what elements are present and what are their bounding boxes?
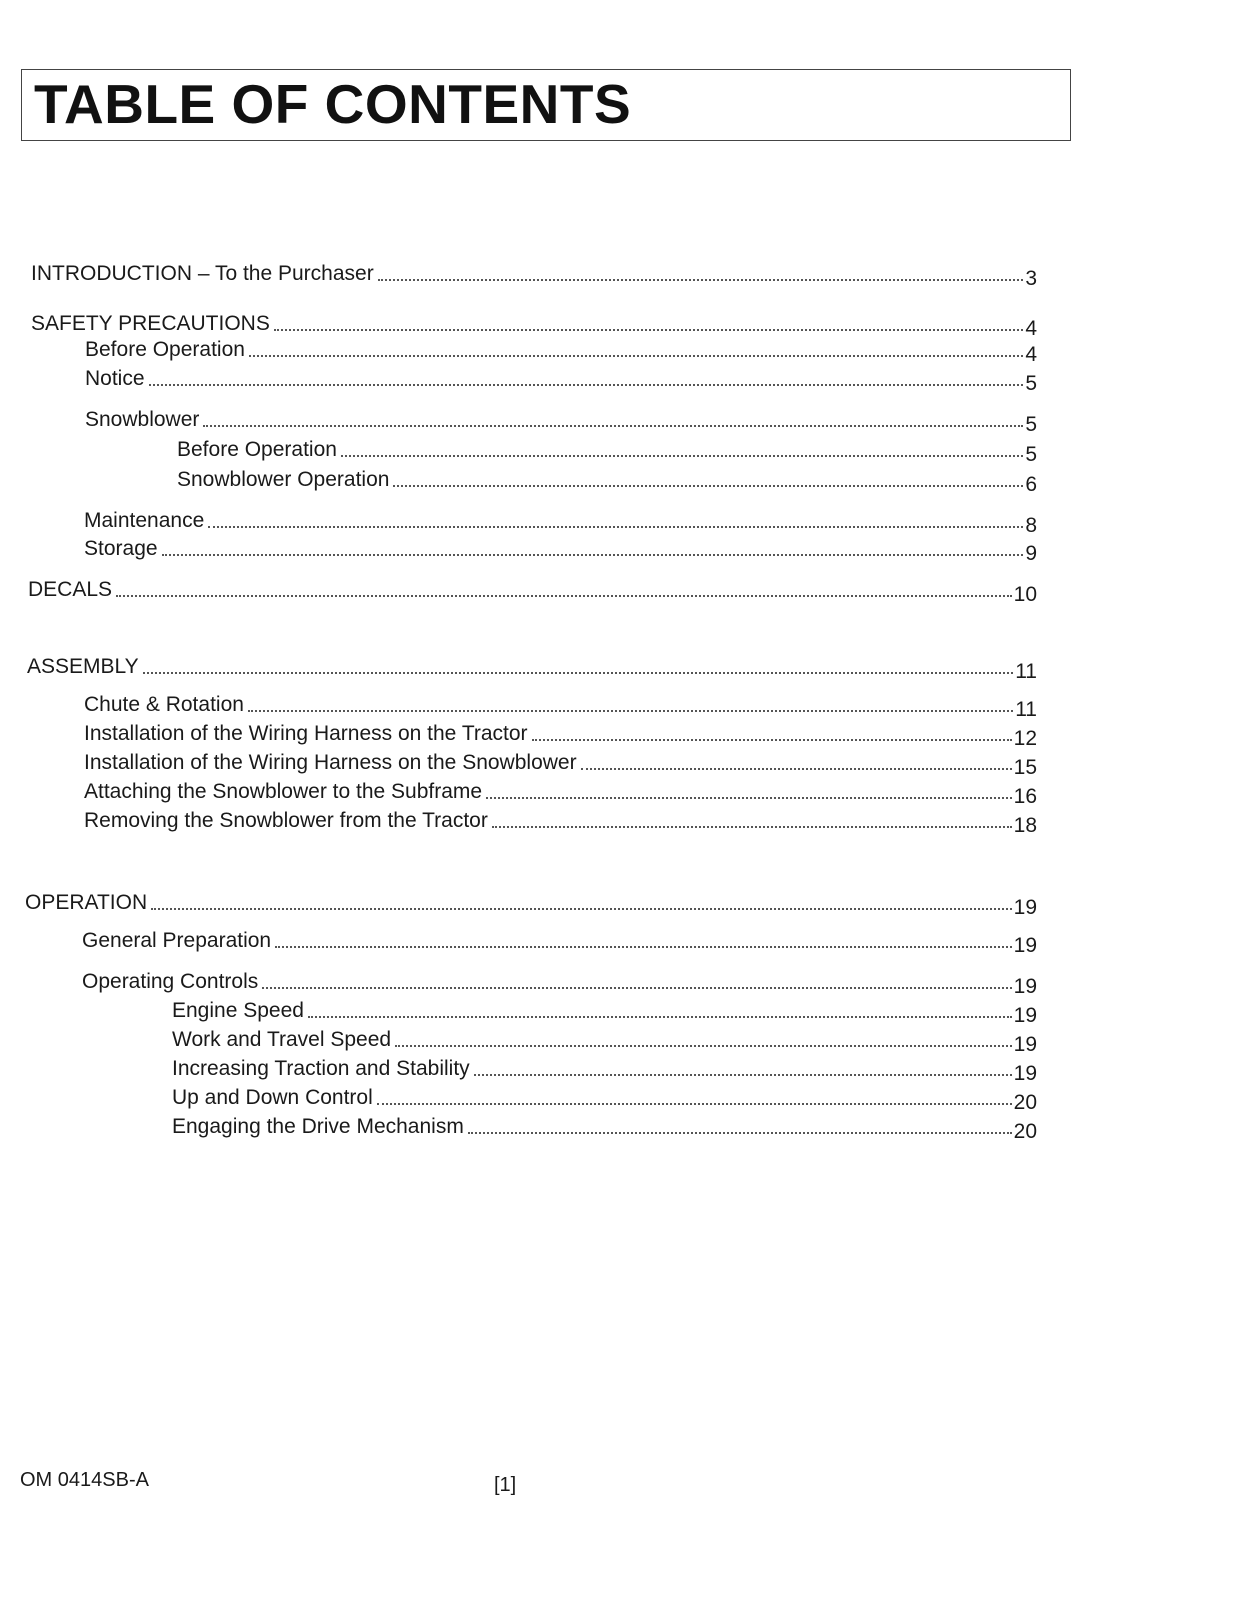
- toc-entry-wiring-harness-snowblower: [84, 750, 1037, 779]
- toc-leader-dots: [149, 378, 1024, 386]
- toc-leader-dots: [395, 1039, 1012, 1047]
- toc-leader-dots: [468, 1126, 1012, 1134]
- toc-leader-dots: [274, 323, 1023, 331]
- toc-entry-page: 19: [1013, 1004, 1037, 1027]
- toc-entry-label: Before Operation: [85, 338, 245, 361]
- toc-entry-attaching-snowblower: [84, 779, 1037, 808]
- footer-page-number: [1]: [494, 1474, 517, 1496]
- toc-entry-snowblower-operation: [177, 467, 1037, 496]
- toc-entry-general-preparation: [82, 928, 1037, 957]
- toc-entry-label: Removing the Snowblower from the Tractor: [84, 809, 488, 832]
- toc-entry-page: 9: [1025, 542, 1037, 565]
- toc-entry-page: 11: [1015, 660, 1037, 683]
- toc-leader-dots: [486, 791, 1012, 799]
- toc-entry-label: Snowblower: [85, 408, 200, 431]
- toc-entry-traction-stability: [172, 1056, 1037, 1085]
- toc-entry-removing-snowblower: [84, 808, 1037, 837]
- toc-entry-page: 15: [1013, 756, 1037, 779]
- toc-entry-work-travel-speed: [172, 1027, 1037, 1056]
- toc-entry-page: 5: [1025, 443, 1037, 466]
- toc-entry-assembly: [27, 654, 1037, 683]
- toc-entry-label: OPERATION: [25, 891, 148, 914]
- toc-entry-label: INTRODUCTION – To the Purchaser: [31, 262, 374, 285]
- toc-entry-engine-speed: [172, 998, 1037, 1027]
- toc-leader-dots: [581, 762, 1012, 770]
- toc-entry-page: 10: [1013, 583, 1037, 606]
- toc-entry-label: Up and Down Control: [172, 1086, 373, 1109]
- toc-entry-label: General Preparation: [82, 929, 272, 952]
- toc-entry-page: 8: [1025, 514, 1037, 537]
- toc-entry-label: Attaching the Snowblower to the Subframe: [84, 780, 483, 803]
- toc-entry-up-down-control: [172, 1085, 1037, 1114]
- toc-leader-dots: [377, 1097, 1012, 1105]
- toc-entry-label: SAFETY PRECAUTIONS: [31, 312, 270, 335]
- toc-entry-label: Storage: [84, 537, 158, 560]
- page-title: TABLE OF CONTENTS: [34, 73, 632, 135]
- toc-entry-storage: [84, 536, 1037, 565]
- toc-entry-snowblower-before-operation: [177, 437, 1037, 466]
- toc-leader-dots: [275, 940, 1012, 948]
- toc-entry-page: 6: [1025, 473, 1037, 496]
- toc-leader-dots: [248, 704, 1013, 712]
- toc-entry-label: Maintenance: [84, 509, 205, 532]
- toc-leader-dots: [143, 666, 1014, 674]
- toc-leader-dots: [116, 589, 1012, 597]
- toc-entry-page: 19: [1013, 1062, 1037, 1085]
- toc-entry-page: 19: [1013, 896, 1037, 919]
- toc-entry-chute-rotation: [84, 692, 1037, 721]
- toc-entry-page: 5: [1025, 413, 1037, 436]
- toc-entry-label: Increasing Traction and Stability: [172, 1057, 470, 1080]
- toc-leader-dots: [474, 1068, 1012, 1076]
- toc-entry-page: 20: [1013, 1091, 1037, 1114]
- toc-entry-page: 3: [1025, 267, 1037, 290]
- toc-leader-dots: [532, 733, 1012, 741]
- toc-entry-label: Installation of the Wiring Harness on the Snowblower: [84, 751, 577, 774]
- toc-entry-page: 19: [1013, 975, 1037, 998]
- toc-entry-before-operation: [85, 337, 1037, 366]
- toc-entry-page: 4: [1025, 343, 1037, 366]
- toc-entry-label: Operating Controls: [82, 970, 259, 993]
- footer-document-code: OM 0414SB-A: [20, 1469, 149, 1491]
- toc-entry-drive-mechanism: [172, 1114, 1037, 1143]
- toc-leader-dots: [203, 419, 1023, 427]
- toc-entry-maintenance: [84, 508, 1037, 537]
- toc-leader-dots: [341, 449, 1023, 457]
- toc-entry-notice: [85, 366, 1037, 395]
- toc-entry-label: Before Operation: [177, 438, 337, 461]
- toc-entry-introduction: [31, 261, 1037, 290]
- toc-entry-page: 11: [1015, 698, 1037, 721]
- toc-entry-snowblower: [85, 407, 1037, 436]
- toc-leader-dots: [249, 349, 1023, 357]
- toc-entry-label: Engaging the Drive Mechanism: [172, 1115, 464, 1138]
- toc-leader-dots: [308, 1010, 1012, 1018]
- toc-leader-dots: [492, 820, 1012, 828]
- toc-entry-decals: [28, 577, 1037, 606]
- toc-entry-page: 12: [1013, 727, 1037, 750]
- toc-entry-page: 16: [1013, 785, 1037, 808]
- toc-leader-dots: [162, 548, 1024, 556]
- toc-entry-label: Snowblower Operation: [177, 468, 390, 491]
- toc-entry-label: Work and Travel Speed: [172, 1028, 392, 1051]
- toc-entry-page: 19: [1013, 934, 1037, 957]
- toc-entry-page: 4: [1025, 317, 1037, 340]
- toc-leader-dots: [393, 479, 1023, 487]
- toc-entry-label: Installation of the Wiring Harness on the Tractor: [84, 722, 528, 745]
- title-box: [21, 69, 1071, 141]
- toc-entry-operation: [25, 890, 1037, 919]
- toc-entry-page: 5: [1025, 372, 1037, 395]
- toc-entry-label: DECALS: [28, 578, 113, 601]
- toc-leader-dots: [378, 273, 1024, 281]
- toc-entry-label: ASSEMBLY: [27, 655, 139, 678]
- toc-entry-operating-controls: [82, 969, 1037, 998]
- toc-entry-page: 19: [1013, 1033, 1037, 1056]
- toc-entry-page: 20: [1013, 1120, 1037, 1143]
- toc-entry-label: Chute & Rotation: [84, 693, 244, 716]
- toc-entry-safety-precautions: [31, 311, 1037, 340]
- toc-leader-dots: [208, 520, 1023, 528]
- toc-entry-wiring-harness-tractor: [84, 721, 1037, 750]
- toc-entry-label: Notice: [85, 367, 145, 390]
- toc-leader-dots: [151, 902, 1012, 910]
- toc-entry-page: 18: [1013, 814, 1037, 837]
- toc-entry-label: Engine Speed: [172, 999, 304, 1022]
- toc-leader-dots: [262, 981, 1011, 989]
